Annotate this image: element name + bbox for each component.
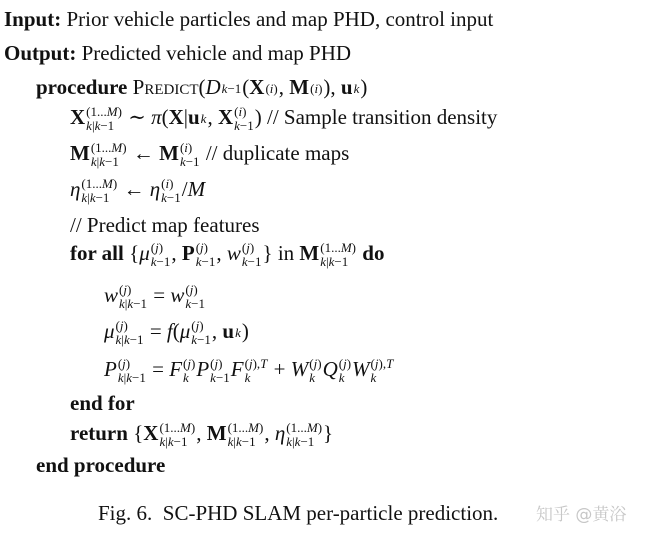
end-procedure-line <box>36 452 165 478</box>
output-text: Predicted vehicle and map PHD <box>81 41 352 65</box>
comment-predict-line <box>70 212 260 238</box>
input-text: Prior vehicle particles and map PHD, control input <box>66 7 494 31</box>
duplicate-formula: M (1...M) k|k−1 ← M (i) k−1 <box>70 140 200 170</box>
output-line <box>4 40 351 66</box>
comment-predict: // Predict map features <box>70 213 260 237</box>
procedure-line <box>36 74 367 100</box>
eta-formula: η (1...M) k|k−1 ← η (i) k−1 /M <box>70 176 206 206</box>
sample-line <box>70 104 497 133</box>
return-line <box>70 420 333 449</box>
do-keyword: do <box>362 241 385 265</box>
covariance-formula: P (j) k|k−1 = F (j) k P (j) k−1 F (j),T k + W (j) k Q (j) k W (j),T k <box>104 356 394 386</box>
eta-line <box>70 176 205 205</box>
duplicate-line <box>70 140 349 169</box>
end-for-line <box>70 390 135 416</box>
for-map: M (1...M) k|k−1 <box>299 240 357 270</box>
for-line <box>70 240 384 269</box>
comment-duplicate: // duplicate maps <box>205 141 350 165</box>
output-label: Output: <box>4 41 77 65</box>
comment-sample: // Sample transition density <box>267 105 498 129</box>
sample-formula: X (1...M) k|k−1 ∼ π(X|u k , X (i) k−1 ) <box>70 104 262 134</box>
input-line <box>4 6 493 32</box>
caption-text: SC-PHD SLAM per-particle prediction. <box>162 501 499 525</box>
mean-formula: μ (j) k|k−1 = f(μ (j) k−1 , u k ) <box>104 318 249 348</box>
input-label: Input: <box>4 7 62 31</box>
procedure-name: Predict <box>132 75 199 99</box>
watermark: 知乎 @黄浴 <box>536 505 627 525</box>
return-formula: {X (1...M) k|k−1 , M (1...M) k|k−1 , η (1...M) k|k−1 } <box>133 420 334 450</box>
mean-line <box>104 318 249 347</box>
end-procedure-keyword: end procedure <box>36 453 166 477</box>
in-keyword: in <box>277 241 295 265</box>
caption-label: Fig. 6. <box>98 501 153 525</box>
procedure-signature: (D k−1 (X (i) , M (i) ), u k ) <box>198 75 368 99</box>
covariance-line <box>104 356 394 385</box>
weight-formula: w (j) k|k−1 = w (j) k−1 <box>104 282 206 312</box>
weight-line <box>104 282 206 311</box>
return-keyword: return <box>70 421 128 445</box>
end-for-keyword: end for <box>70 391 135 415</box>
procedure-keyword: procedure <box>36 75 128 99</box>
for-keyword: for all <box>70 241 124 265</box>
for-set: {μ (j) k−1 , P (j) k−1 , w (j) k−1 } <box>129 240 273 270</box>
figure-caption <box>98 500 498 526</box>
